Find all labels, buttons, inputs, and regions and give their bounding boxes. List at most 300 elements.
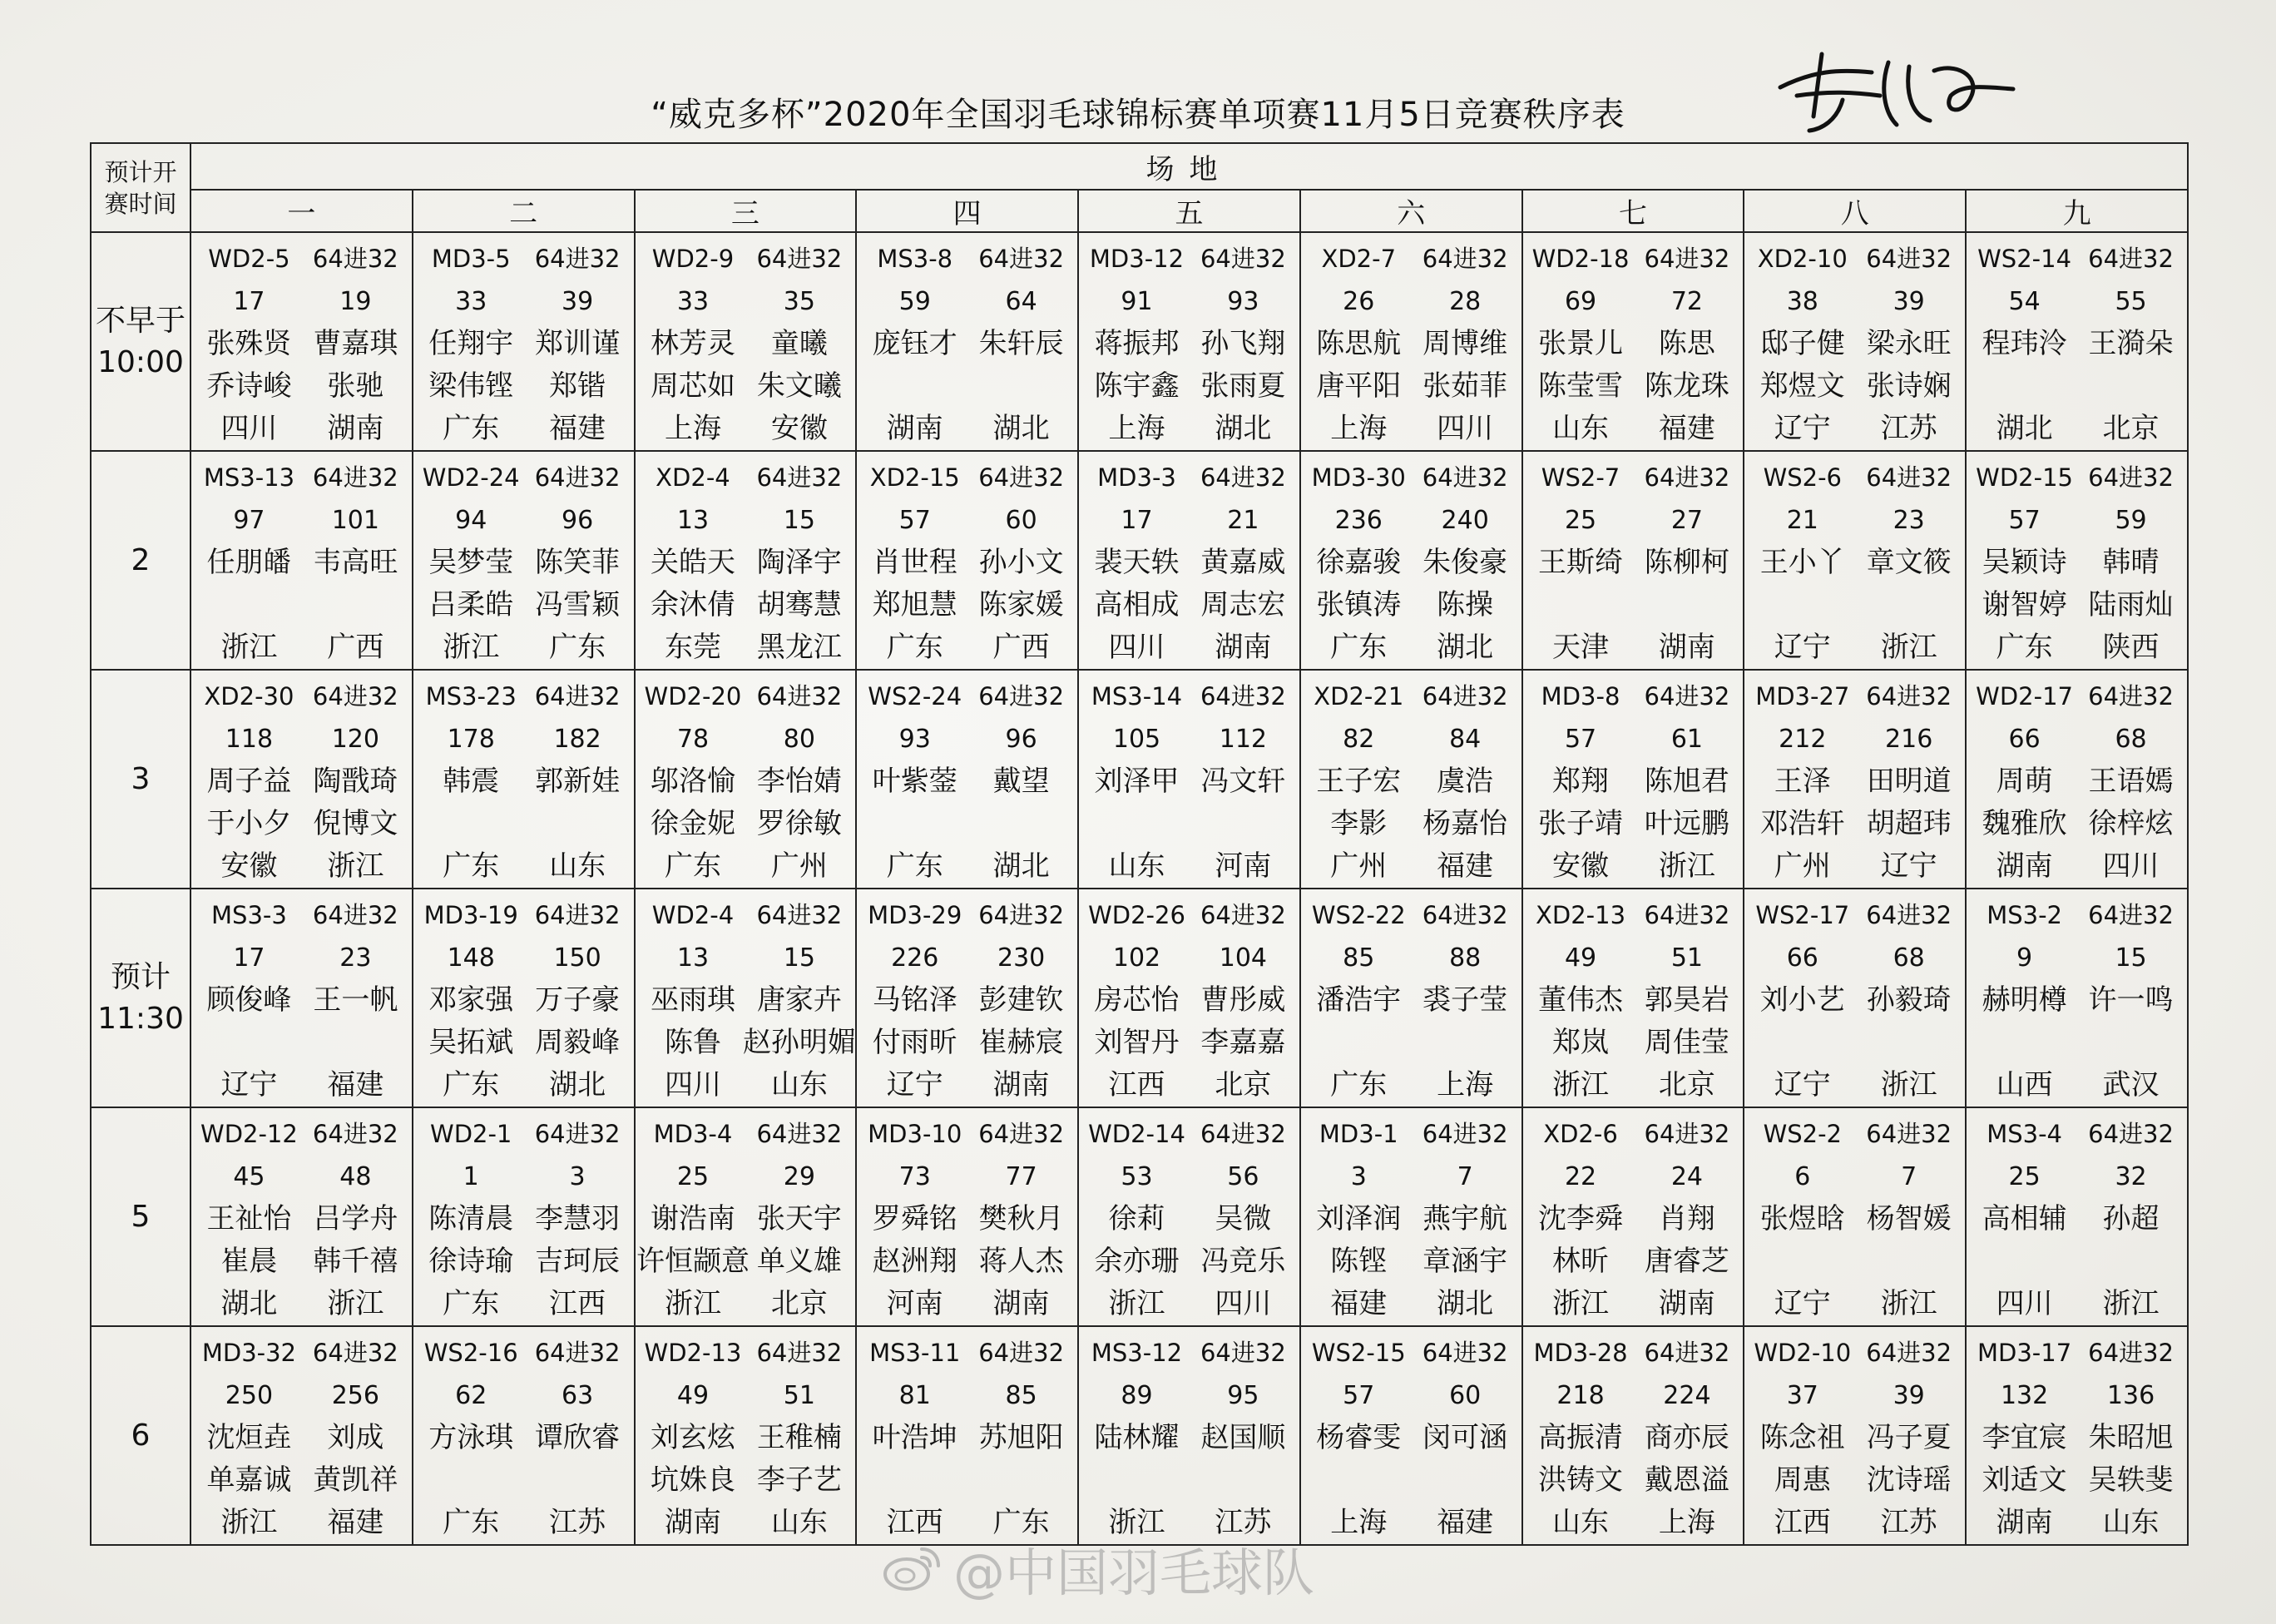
draw-number-b: 7 (1901, 1162, 1917, 1191)
start-time-cell (91, 1107, 190, 1326)
player-a1: 巫雨琪 (650, 983, 735, 1017)
player-a1: 周萌 (1996, 765, 2053, 798)
match-cell (1522, 451, 1744, 670)
match-code: MD3-10 (868, 1120, 962, 1148)
match-content (413, 1327, 634, 1544)
round-label: 64进32 (978, 1339, 1065, 1367)
player-b2: 陈龙珠 (1644, 369, 1729, 403)
player-a1: 陆林耀 (1094, 1421, 1180, 1454)
province-a: 湖南 (1996, 849, 2053, 883)
side-a (642, 676, 745, 888)
player-b2: 倪博文 (313, 807, 398, 840)
player-b1: 李慧羽 (535, 1202, 621, 1235)
draw-number-b: 61 (1670, 725, 1704, 754)
player-a1: 方泳琪 (428, 1421, 514, 1454)
round-label: 64进32 (312, 1339, 398, 1367)
match-content (1079, 233, 1299, 450)
match-code: WD2-5 (208, 245, 290, 273)
province-a: 天津 (1552, 631, 1610, 664)
player-b1: 陈笑菲 (535, 546, 621, 579)
side-a (1086, 457, 1188, 669)
province-b: 福建 (327, 1068, 384, 1102)
draw-number-a: 54 (2008, 287, 2041, 316)
player-b1: 赵国顺 (1200, 1421, 1286, 1454)
watermark-text: @中国羽毛球队 (953, 1542, 1315, 1603)
match-code: MD3-5 (431, 245, 511, 273)
side-b (1635, 1113, 1738, 1325)
draw-number-a: 25 (2008, 1162, 2041, 1191)
side-b (1635, 894, 1738, 1107)
player-b1: 谭欣睿 (535, 1421, 621, 1454)
round-label: 64进32 (312, 245, 398, 273)
start-time-line: 3 (131, 761, 151, 796)
match-code: MD3-30 (1311, 463, 1406, 492)
draw-number-b: 68 (2115, 725, 2147, 754)
match-content (1523, 889, 1744, 1107)
match-code: WD2-24 (422, 463, 520, 492)
draw-number-b: 72 (1670, 287, 1704, 316)
side-b (527, 1332, 629, 1544)
match-content (1079, 671, 1299, 888)
province-b: 北京 (770, 1287, 828, 1320)
side-b (1635, 676, 1738, 888)
player-a1: 王泽 (1774, 765, 1831, 798)
draw-number-b: 59 (2115, 506, 2147, 535)
player-a1: 徐莉 (1108, 1202, 1165, 1235)
player-a1: 蒋振邦 (1094, 327, 1180, 360)
province-a: 广东 (443, 1506, 500, 1539)
province-b: 广东 (549, 631, 606, 664)
side-a (863, 1113, 966, 1325)
province-b: 浙江 (327, 849, 384, 883)
match-cell (1522, 1107, 1744, 1326)
side-b (1192, 1113, 1294, 1325)
draw-number-a: 94 (455, 506, 487, 535)
province-a: 江西 (1108, 1068, 1165, 1102)
player-a1: 肖世程 (872, 546, 957, 579)
player-b1: 吕学舟 (313, 1202, 398, 1235)
province-a: 辽宁 (1774, 1068, 1831, 1102)
player-b2: 周佳莹 (1644, 1026, 1729, 1059)
side-a (1308, 894, 1410, 1107)
side-b (1414, 1113, 1517, 1325)
match-content (191, 452, 412, 669)
draw-number-a: 132 (2000, 1381, 2049, 1410)
player-b1: 王一帆 (313, 983, 398, 1017)
player-a2: 崔晨 (220, 1245, 278, 1278)
match-cell (1522, 232, 1744, 451)
draw-number-b: 101 (331, 506, 379, 535)
match-content (857, 1327, 1077, 1544)
side-b (970, 457, 1072, 669)
draw-number-b: 39 (1893, 1381, 1925, 1410)
draw-number-b: 48 (339, 1162, 372, 1191)
match-code: MD3-27 (1755, 682, 1850, 710)
player-b2: 吉珂辰 (535, 1245, 621, 1278)
player-b1: 陈柳柯 (1644, 546, 1729, 579)
player-b1: 许一鸣 (2088, 983, 2174, 1017)
province-b: 福建 (1437, 1506, 1494, 1539)
draw-number-a: 148 (447, 943, 495, 973)
province-b: 上海 (1437, 1068, 1494, 1102)
time-header-line2: 赛时间 (104, 189, 177, 218)
match-content (857, 889, 1077, 1107)
player-b1: 孙飞翔 (1200, 327, 1286, 360)
round-label: 64进32 (1644, 1120, 1730, 1148)
side-b (1192, 1332, 1294, 1544)
province-a: 辽宁 (1774, 412, 1831, 445)
match-cell (1078, 1326, 1300, 1545)
player-b2: 周志宏 (1200, 588, 1286, 621)
draw-number-a: 69 (1564, 287, 1597, 316)
player-b2: 叶远鹏 (1644, 807, 1729, 840)
player-b1: 商亦辰 (1644, 1421, 1729, 1454)
province-b: 江苏 (1215, 1506, 1272, 1539)
province-a: 广东 (1996, 631, 2053, 664)
province-b: 湖南 (1658, 1287, 1715, 1320)
side-b (527, 457, 629, 669)
player-a2: 魏雅欣 (1982, 807, 2067, 840)
province-a: 四川 (220, 412, 278, 445)
court-header: 七 (1522, 190, 1744, 232)
province-b: 湖北 (992, 849, 1050, 883)
side-a (1530, 676, 1632, 888)
weibo-logo-icon (882, 1542, 942, 1594)
court-header: 八 (1744, 190, 1966, 232)
player-b1: 李怡婧 (756, 765, 842, 798)
player-a2: 李影 (1330, 807, 1388, 840)
match-code: MS3-4 (1987, 1120, 2062, 1148)
province-a: 浙江 (220, 1506, 278, 1539)
player-b2: 陆雨灿 (2088, 588, 2174, 621)
match-code: MD3-4 (653, 1120, 733, 1148)
match-content (857, 233, 1077, 450)
match-content (1523, 452, 1744, 669)
province-a: 浙江 (1108, 1506, 1165, 1539)
player-b1: 孙超 (2102, 1202, 2160, 1235)
province-a: 广东 (443, 849, 500, 883)
round-label: 64进32 (1200, 901, 1286, 929)
match-code: WD2-13 (644, 1339, 742, 1367)
side-b (2080, 894, 2182, 1107)
province-a: 浙江 (1552, 1068, 1610, 1102)
draw-number-b: 77 (1005, 1162, 1037, 1191)
match-cell (635, 1107, 857, 1326)
match-cell (856, 670, 1078, 889)
court-header: 五 (1078, 190, 1300, 232)
match-cell (635, 670, 857, 889)
province-b: 湖南 (1215, 631, 1272, 664)
match-content (636, 671, 856, 888)
draw-number-b: 216 (1885, 725, 1933, 754)
round-label: 64进32 (1422, 245, 1508, 273)
draw-number-a: 102 (1112, 943, 1161, 973)
player-a1: 谢浩南 (650, 1202, 735, 1235)
match-cell (1300, 1107, 1522, 1326)
player-b1: 梁永旺 (1866, 327, 1952, 360)
side-b (304, 457, 407, 669)
draw-number-a: 78 (676, 725, 710, 754)
round-label: 64进32 (1422, 463, 1508, 492)
draw-number-b: 96 (562, 506, 594, 535)
side-a (420, 1113, 522, 1325)
side-b (1414, 1332, 1517, 1544)
province-b: 广西 (327, 631, 384, 664)
round-label: 64进32 (1422, 1120, 1508, 1148)
side-a (1086, 676, 1188, 888)
player-a1: 叶浩坤 (872, 1421, 957, 1454)
player-b2: 周毅峰 (535, 1026, 621, 1059)
player-b2: 冯雪颖 (535, 588, 621, 621)
round-label: 64进32 (312, 682, 398, 710)
player-a2: 赵洲翔 (872, 1245, 957, 1278)
match-code: MS3-2 (1987, 901, 2062, 929)
side-a (1308, 1332, 1410, 1544)
side-b (527, 238, 629, 450)
side-a (198, 894, 300, 1107)
draw-number-b: 32 (2115, 1162, 2147, 1191)
player-b1: 万子豪 (535, 983, 621, 1017)
match-cell (635, 232, 857, 451)
draw-number-b: 27 (1670, 506, 1704, 535)
player-a1: 任翔宇 (428, 327, 514, 360)
draw-number-a: 57 (1343, 1381, 1375, 1410)
draw-number-b: 63 (562, 1381, 594, 1410)
player-b1: 周博维 (1422, 327, 1508, 360)
round-label: 64进32 (756, 901, 843, 929)
side-b (527, 676, 629, 888)
match-code: WS2-24 (868, 682, 962, 710)
match-code: WS2-17 (1755, 901, 1850, 929)
draw-number-a: 22 (1564, 1162, 1597, 1191)
draw-number-a: 26 (1343, 287, 1375, 316)
round-label: 64进32 (534, 901, 621, 929)
round-label: 64进32 (1866, 682, 1952, 710)
match-content (191, 1327, 412, 1544)
side-b (2080, 676, 2182, 888)
player-b1: 唐家卉 (756, 983, 842, 1017)
draw-number-a: 53 (1121, 1162, 1153, 1191)
player-a1: 林芳灵 (650, 327, 735, 360)
province-b: 浙江 (327, 1287, 384, 1320)
match-content (1967, 452, 2187, 669)
match-content (1079, 889, 1299, 1107)
player-b2: 胡骞慧 (756, 588, 842, 621)
player-a2: 郑旭慧 (872, 588, 957, 621)
player-a1: 刘玄炫 (650, 1421, 735, 1454)
side-a (198, 238, 300, 450)
player-b1: 韩晴 (2102, 546, 2160, 579)
province-b: 四川 (1215, 1287, 1272, 1320)
side-b (742, 894, 856, 1107)
player-a2: 余沐倩 (650, 588, 735, 621)
draw-number-b: 224 (1663, 1381, 1711, 1410)
round-label: 64进32 (1866, 901, 1952, 929)
match-code: WD2-12 (200, 1120, 298, 1148)
province-a: 广东 (886, 631, 943, 664)
match-cell (1744, 889, 1966, 1107)
match-code: WD2-17 (1976, 682, 2073, 710)
province-b: 福建 (549, 412, 606, 445)
province-a: 湖南 (886, 412, 943, 445)
player-b1: 陶泽宇 (756, 546, 842, 579)
match-content (1967, 889, 2187, 1107)
player-b1: 孙毅琦 (1866, 983, 1952, 1017)
match-cell (190, 232, 413, 451)
document-title: “威克多杯”2020年全国羽毛球锦标赛单项赛11月5日竞赛秩序表 (651, 96, 1625, 134)
side-b (1858, 894, 1960, 1107)
player-b1: 韦高旺 (313, 546, 398, 579)
province-a: 辽宁 (220, 1068, 278, 1102)
side-b (304, 1113, 407, 1325)
player-a2: 余亦珊 (1094, 1245, 1180, 1278)
match-content (191, 671, 412, 888)
player-a1: 赫明樽 (1982, 983, 2067, 1017)
round-label: 64进32 (1644, 901, 1730, 929)
player-a1: 沈烜垚 (206, 1421, 292, 1454)
draw-number-b: 55 (2115, 287, 2147, 316)
match-code: MS3-23 (425, 682, 517, 710)
province-a: 上海 (1330, 1506, 1388, 1539)
side-a (1751, 1113, 1853, 1325)
province-b: 广东 (992, 1506, 1050, 1539)
match-content (1967, 1327, 2187, 1544)
player-a2: 张镇涛 (1316, 588, 1402, 621)
match-cell (190, 451, 413, 670)
player-a1: 任朋皤 (206, 546, 292, 579)
draw-number-a: 25 (676, 1162, 710, 1191)
draw-number-b: 256 (331, 1381, 379, 1410)
match-cell (1300, 232, 1522, 451)
match-code: WD2-9 (651, 245, 735, 273)
start-time-cell (91, 451, 190, 670)
round-label: 64进32 (978, 901, 1065, 929)
match-content (413, 671, 634, 888)
side-a (642, 457, 745, 669)
match-cell (1078, 1107, 1300, 1326)
side-b (2080, 1113, 2182, 1325)
draw-number-a: 49 (1564, 943, 1597, 973)
match-cell (1966, 670, 2188, 889)
player-a2: 徐诗瑜 (428, 1245, 514, 1278)
player-a1: 裴天轶 (1094, 546, 1180, 579)
match-code: WD2-14 (1088, 1120, 1185, 1148)
player-a2: 陈宇鑫 (1094, 369, 1180, 403)
round-label: 64进32 (2088, 245, 2174, 273)
round-label: 64进32 (1200, 682, 1286, 710)
province-b: 湖南 (327, 412, 384, 445)
player-a1: 潘浩宇 (1316, 983, 1402, 1017)
round-label: 64进32 (1866, 1120, 1952, 1148)
side-a (1086, 894, 1188, 1107)
province-a: 湖南 (664, 1506, 721, 1539)
draw-number-b: 28 (1449, 287, 1482, 316)
side-b (1414, 894, 1517, 1107)
match-content (1079, 1327, 1299, 1544)
match-content (413, 1108, 634, 1325)
province-b: 广州 (770, 849, 828, 883)
player-a1: 郑翔 (1552, 765, 1610, 798)
side-b (1858, 676, 1960, 888)
draw-number-a: 45 (233, 1162, 265, 1191)
province-b: 武汉 (2102, 1068, 2160, 1102)
side-a (1973, 238, 2076, 450)
province-b: 江苏 (1880, 412, 1937, 445)
round-label: 64进32 (312, 901, 398, 929)
player-b1: 朱俊豪 (1422, 546, 1508, 579)
round-label: 64进32 (756, 463, 843, 492)
side-b (304, 1332, 407, 1544)
draw-number-a: 91 (1121, 287, 1153, 316)
draw-number-a: 6 (1794, 1162, 1811, 1191)
draw-number-a: 57 (2008, 506, 2041, 535)
player-b2: 陈家媛 (978, 588, 1064, 621)
match-code: WS2-2 (1763, 1120, 1843, 1148)
player-a2: 吴拓斌 (428, 1026, 514, 1059)
draw-number-a: 89 (1121, 1381, 1153, 1410)
draw-number-b: 51 (783, 1381, 815, 1410)
schedule-row (91, 1107, 2188, 1326)
side-b (970, 1113, 1072, 1325)
draw-number-a: 1 (463, 1162, 479, 1191)
draw-number-b: 29 (783, 1162, 815, 1191)
player-a2: 徐金妮 (650, 807, 735, 840)
player-b1: 王语嫣 (2088, 765, 2174, 798)
draw-number-b: 15 (2115, 943, 2147, 973)
side-a (863, 238, 966, 450)
draw-number-a: 33 (676, 287, 710, 316)
province-a: 湖北 (1996, 412, 2053, 445)
round-label: 64进32 (1200, 245, 1286, 273)
draw-number-b: 93 (1227, 287, 1259, 316)
draw-number-a: 33 (455, 287, 487, 316)
player-b1: 冯子夏 (1866, 1421, 1952, 1454)
match-code: MD3-3 (1097, 463, 1176, 492)
draw-number-b: 120 (331, 725, 379, 754)
match-code: MS3-11 (869, 1339, 961, 1367)
match-code: XD2-10 (1757, 245, 1848, 273)
side-b (304, 676, 407, 888)
match-code: XD2-4 (656, 463, 730, 492)
player-b1: 王稚楠 (756, 1421, 842, 1454)
player-a2: 唐平阳 (1316, 369, 1402, 403)
match-cell (856, 1326, 1078, 1545)
province-a: 浙江 (1552, 1287, 1610, 1320)
province-a: 四川 (664, 1068, 721, 1102)
player-b1: 杨智媛 (1866, 1202, 1952, 1235)
player-b2: 杨嘉怡 (1422, 807, 1508, 840)
side-a (420, 457, 522, 669)
match-cell (1744, 1107, 1966, 1326)
side-b (970, 1332, 1072, 1544)
draw-number-a: 81 (898, 1381, 931, 1410)
time-header-line1: 预计开 (104, 157, 177, 186)
draw-number-b: 15 (783, 506, 815, 535)
draw-number-a: 3 (1350, 1162, 1367, 1191)
draw-number-a: 38 (1786, 287, 1818, 316)
province-b: 山东 (770, 1506, 828, 1539)
round-label: 64进32 (2088, 1339, 2174, 1367)
match-cell (413, 1107, 635, 1326)
side-b (1192, 457, 1294, 669)
province-a: 广东 (664, 849, 721, 883)
draw-number-a: 9 (2016, 943, 2033, 973)
match-code: WS2-14 (1977, 245, 2072, 273)
player-b2: 沈诗瑶 (1866, 1463, 1952, 1497)
match-cell (1300, 1326, 1522, 1545)
side-a (863, 676, 966, 888)
player-a1: 陈念祖 (1759, 1421, 1845, 1454)
